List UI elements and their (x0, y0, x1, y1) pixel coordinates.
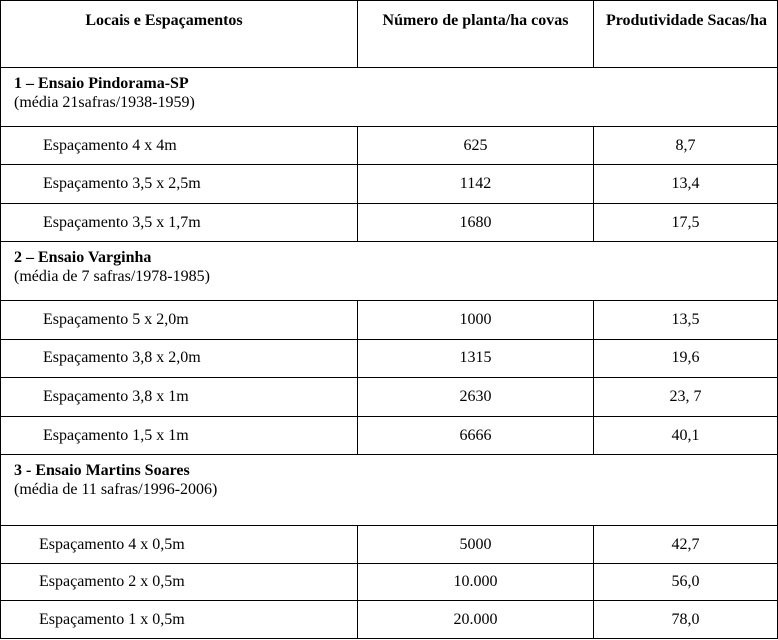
header-locations: Locais e Espaçamentos (1, 1, 358, 68)
yield-value: 42,7 (594, 526, 778, 564)
spacing-label: Espaçamento 1,5 x 1m (1, 416, 358, 455)
plants-value: 6666 (358, 416, 594, 455)
table-row (1, 378, 778, 417)
section-row (1, 67, 778, 126)
plants-value: 1680 (358, 203, 594, 242)
table-row (1, 165, 778, 204)
plants-value: 10.000 (358, 563, 594, 601)
spacing-label: Espaçamento 2 x 0,5m (1, 563, 358, 601)
spacing-label: Espaçamento 1 x 0,5m (1, 601, 358, 639)
header-row (1, 1, 778, 68)
plants-value: 1142 (358, 165, 594, 204)
spacing-label: Espaçamento 3,5 x 2,5m (1, 165, 358, 204)
table-row (1, 601, 778, 639)
spacing-label: Espaçamento 5 x 2,0m (1, 301, 358, 340)
table-row (1, 526, 778, 564)
section-cell (1, 455, 778, 526)
spacing-label: Espaçamento 3,5 x 1,7m (1, 203, 358, 242)
plants-value: 2630 (358, 378, 594, 417)
table-row (1, 203, 778, 242)
section-cell (1, 242, 778, 301)
section-row (1, 455, 778, 526)
plants-value: 20.000 (358, 601, 594, 639)
yield-value: 40,1 (594, 416, 778, 455)
spacing-label: Espaçamento 4 x 4m (1, 126, 358, 165)
section-subtitle: (média de 7 safras/1978-1985) (14, 268, 210, 286)
plants-value: 625 (358, 126, 594, 165)
section-cell (1, 67, 778, 126)
table-row (1, 339, 778, 378)
table-row (1, 301, 778, 340)
section-subtitle: (média 21safras/1938-1959) (14, 93, 195, 111)
yield-value: 56,0 (594, 563, 778, 601)
section-subtitle: (média de 11 safras/1996-2006) (14, 481, 218, 499)
yield-value: 23, 7 (594, 378, 778, 417)
section-title: 2 – Ensaio Varginha (14, 249, 152, 267)
spacing-label: Espaçamento 4 x 0,5m (1, 526, 358, 564)
spacing-label: Espaçamento 3,8 x 1m (1, 378, 358, 417)
yield-value: 17,5 (594, 203, 778, 242)
spacing-label: Espaçamento 3,8 x 2,0m (1, 339, 358, 378)
section-title: 3 - Ensaio Martins Soares (14, 462, 190, 480)
section-row (1, 242, 778, 301)
plants-value: 1315 (358, 339, 594, 378)
plants-value: 1000 (358, 301, 594, 340)
yield-value: 8,7 (594, 126, 778, 165)
yield-value: 13,5 (594, 301, 778, 340)
yield-value: 13,4 (594, 165, 778, 204)
header-yield: Produtividade Sacas/ha (594, 1, 778, 68)
yield-value: 78,0 (594, 601, 778, 639)
table-row (1, 416, 778, 455)
plants-value: 5000 (358, 526, 594, 564)
table-row (1, 563, 778, 601)
table-row (1, 126, 778, 165)
section-title: 1 – Ensaio Pindorama-SP (14, 74, 189, 92)
yield-value: 19,6 (594, 339, 778, 378)
header-plants: Número de planta/ha covas (358, 1, 594, 68)
